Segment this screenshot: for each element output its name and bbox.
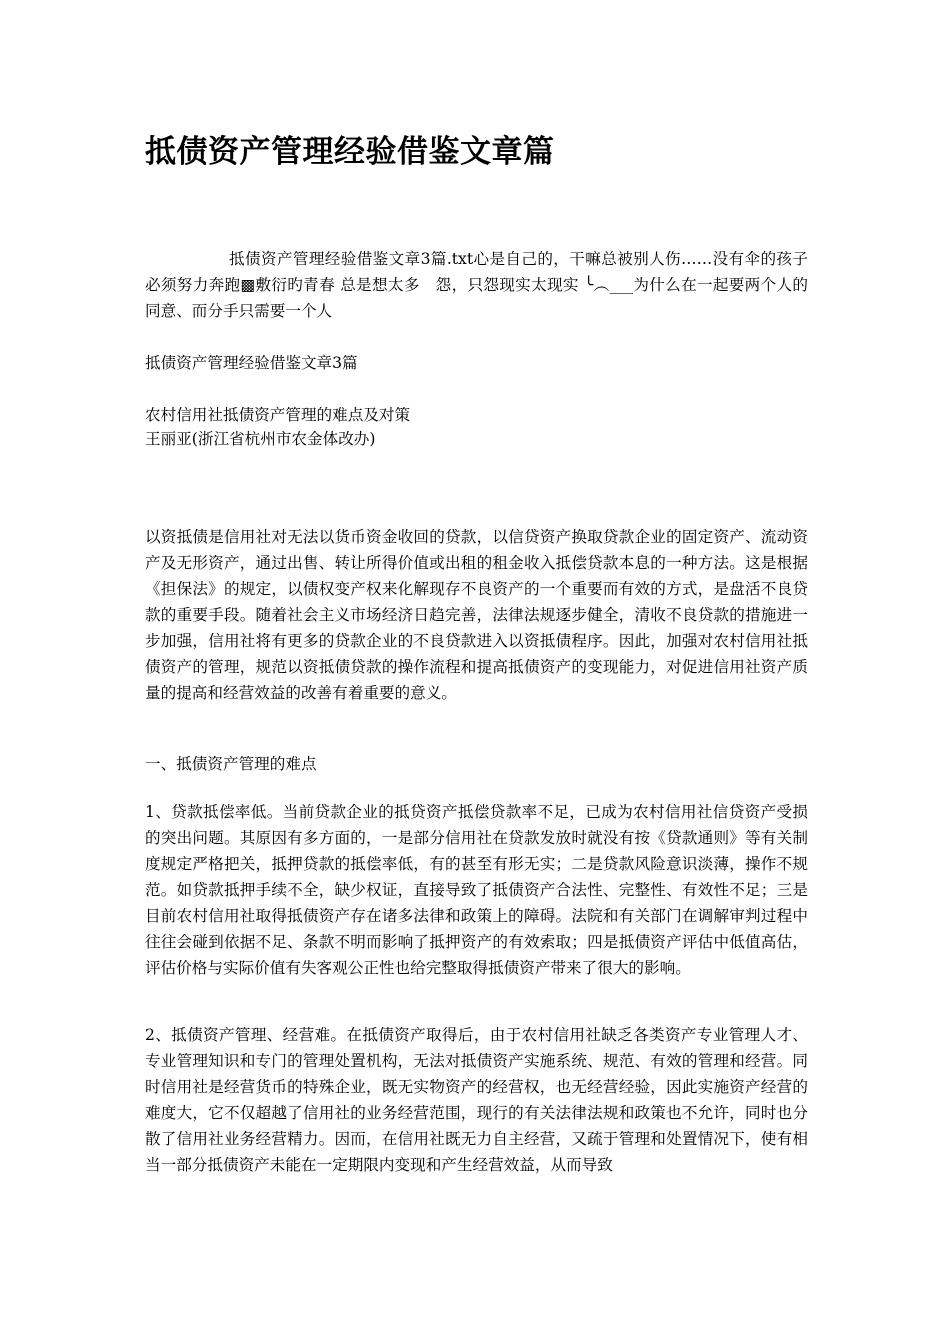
body-paragraph-3: 2、抵债资产管理、经营难。在抵债资产取得后，由于农村信用社缺乏各类资产专业管理人才、专业管理知识和专门的管理处置机构，无法对抵债资产实施系统、规范、有效的管理和经营。同时信用社是经营货币的特殊企业，既无实物资产的经营权，也无经营经验，因此实施资产经营的难度大，它不仅超越了信用社的业务经营范围，现行的有关法律法规和政策也不允许，同时也分散了信用社业务经营精力。因而，在信用社既无力自主经营，又疏于管理和处置情况下，使有相当一部分抵债资产未能在一定期限内变现和产生经营效益，从而导致 [145, 1026, 808, 1174]
section-heading: 一、抵债资产管理的难点 [145, 755, 317, 773]
subtitle-line: 抵债资产管理经验借鉴文章3篇 [145, 354, 358, 372]
body-paragraph-1: 以资抵债是信用社对无法以货币资金收回的贷款，以信贷资产换取贷款企业的固定资产、流动资产及无形资产，通过出售、转让所得价值或出租的租金收入抵偿贷款本息的一种方法。这是根据《担保法》的规定，以债权变产权来化解现存不良资产的一个重要而有效的方式，是盘活不良贷款的重要手段。随着社会主义市场经济日趋完善，法律法规逐步健全，清收不良贷款的措施进一步加强，信用社将有更多的贷款企业的不良贷款进入以资抵债程序。因此，加强对农村信用社抵债资产的管理，规范以资抵债贷款的操作流程和提高抵债资产的变现能力，对促进信用社资产质量的提高和经营效益的改善有着重要的意义。 [145, 528, 808, 702]
document-title: 抵债资产管理经验借鉴文章篇 [145, 134, 555, 170]
article-title: 农村信用社抵债资产管理的难点及对策 [145, 406, 411, 424]
body-paragraph-2: 1、贷款抵偿率低。当前贷款企业的抵贷资产抵偿贷款率不足，已成为农村信用社信贷资产受损的突出问题。其原因有多方面的，一是部分信用社在贷款发放时就没有按《贷款通则》等有关制度规定严格把关，抵押贷款的抵偿率低，有的甚至有形无实；二是贷款风险意识淡薄，操作不规范。如贷款抵押手续不全，缺少权证，直接导致了抵债资产合法性、完整性、有效性不足；三是目前农村信用社取得抵债资产存在诸多法律和政策上的障碍。法院和有关部门在调解审判过程中往往会碰到依据不足、条款不明而影响了抵押资产的有效索取；四是抵债资产评估中低值高估，评估价格与实际价值有失客观公正性也给完整取得抵债资产带来了很大的影响。 [145, 803, 808, 977]
intro-paragraph: 抵债资产管理经验借鉴文章3篇.txt心是自己的，干嘛总被别人伤……没有伞的孩子必须努力奔跑▩敷衍旳青春 总是想太多 怨，只怨现实太现实 ╰︵___为什么在一起要两个人的同意、而分手只需要一个人 [145, 250, 808, 320]
author-line: 王丽亚(浙江省杭州市农金体改办) [145, 430, 376, 448]
